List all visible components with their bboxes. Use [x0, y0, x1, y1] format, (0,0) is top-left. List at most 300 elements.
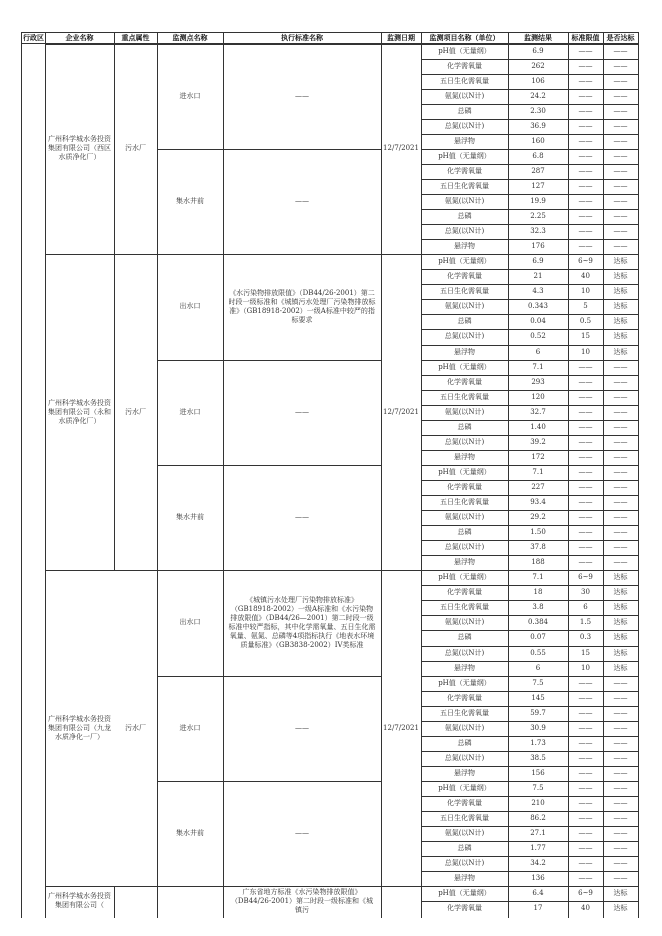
result-value: 1.77 — [530, 844, 546, 853]
limit-value: —— — [578, 768, 593, 777]
grid-line — [45, 886, 158, 887]
result-value: 36.9 — [530, 121, 546, 130]
item-name: pH值（无量纲） — [438, 783, 491, 792]
grid-line — [421, 480, 639, 481]
grid-line — [421, 360, 639, 361]
item-name: 化学需氧量 — [447, 799, 482, 808]
pass-status: —— — [613, 76, 628, 85]
item-name: pH值（无量纲） — [438, 573, 491, 582]
limit-value: —— — [578, 693, 593, 702]
result-value: 4.3 — [532, 287, 544, 296]
limit-value: 1.5 — [579, 618, 592, 627]
limit-value: —— — [578, 452, 593, 461]
monitoring-date — [381, 886, 421, 916]
pass-status: 达标 — [613, 633, 628, 642]
limit-value: —— — [578, 106, 593, 115]
pass-status: 达标 — [613, 663, 628, 672]
limit-value: —— — [578, 498, 593, 507]
limit-value: —— — [578, 738, 593, 747]
result-value: 29.2 — [530, 513, 546, 522]
grid-line — [421, 314, 639, 315]
item-name: 悬浮物 — [454, 768, 475, 777]
monitoring-point-name: 进水口 — [179, 407, 201, 416]
item-name: 化学需氧量 — [447, 166, 482, 175]
grid-line — [421, 540, 639, 541]
standard-name: —— — [295, 197, 309, 206]
item-name: 总磷 — [457, 633, 472, 642]
key-attribute — [114, 886, 157, 916]
limit-value: —— — [578, 859, 593, 868]
pass-status: —— — [613, 212, 628, 221]
grid-line — [421, 796, 639, 797]
grid-line — [421, 600, 639, 601]
grid-line — [421, 525, 639, 526]
result-value: 0.343 — [527, 302, 549, 311]
company-name: 广州科学城水务投资集团有限公司（西区水质净化厂） — [48, 135, 111, 162]
result-value: 17 — [533, 904, 543, 913]
grid-line — [421, 32, 422, 918]
item-name: 总磷 — [457, 738, 472, 747]
result-value: 106 — [531, 76, 545, 85]
item-name: 化学需氧量 — [447, 693, 482, 702]
limit-value: —— — [578, 874, 593, 883]
grid-line — [157, 360, 382, 361]
pass-status: 达标 — [613, 573, 628, 582]
grid-line — [421, 630, 639, 631]
limit-value: 6~9 — [578, 889, 593, 898]
grid-line — [421, 450, 639, 451]
header-cell: 监测项目名称（单位） — [429, 33, 500, 42]
pass-status: —— — [613, 61, 628, 70]
result-value: 6.4 — [532, 889, 544, 898]
grid-line — [421, 691, 639, 692]
result-value: 7.5 — [532, 678, 544, 687]
pass-status: 达标 — [613, 648, 628, 657]
limit-value: 6~9 — [578, 257, 593, 266]
pass-status: —— — [613, 528, 628, 537]
grid-line — [421, 390, 639, 391]
item-name: 氨氮(以N计) — [444, 407, 485, 416]
monitoring-point-name: 出水口 — [179, 302, 201, 311]
pass-status: —— — [613, 859, 628, 868]
limit-value: —— — [578, 543, 593, 552]
limit-value: —— — [578, 783, 593, 792]
pass-status: —— — [613, 498, 628, 507]
item-name: 总氮(以N计) — [444, 859, 485, 868]
result-value: 0.55 — [530, 648, 546, 657]
grid-line — [421, 119, 639, 120]
item-name: 悬浮物 — [454, 663, 475, 672]
pass-status: —— — [613, 91, 628, 100]
pass-status: —— — [613, 467, 628, 476]
grid-line — [421, 901, 639, 902]
pass-status: —— — [613, 106, 628, 115]
limit-value: —— — [578, 242, 593, 251]
item-name: 五日生化需氧量 — [440, 498, 489, 507]
item-name: 悬浮物 — [454, 242, 475, 251]
result-value: 32.7 — [530, 407, 546, 416]
limit-value: —— — [578, 558, 593, 567]
result-value: 93.4 — [530, 498, 546, 507]
item-name: 总氮(以N计) — [444, 121, 485, 130]
item-name: 总氮(以N计) — [444, 648, 485, 657]
result-value: 37.8 — [530, 543, 546, 552]
limit-value: —— — [578, 437, 593, 446]
result-value: 293 — [531, 377, 545, 386]
grid-line — [421, 661, 639, 662]
grid-line — [421, 721, 639, 722]
grid-line — [157, 254, 382, 255]
item-name: pH值（无量纲） — [438, 362, 491, 371]
item-name: 化学需氧量 — [447, 377, 482, 386]
standard-name: —— — [295, 723, 309, 732]
pass-status: —— — [613, 708, 628, 717]
grid-line — [421, 781, 639, 782]
grid-line — [381, 254, 422, 255]
grid-line — [421, 676, 639, 677]
item-name: pH值（无量纲） — [438, 151, 491, 160]
item-name: 总磷 — [457, 212, 472, 221]
result-value: 7.1 — [532, 573, 544, 582]
pass-status: —— — [613, 392, 628, 401]
grid-line — [114, 886, 115, 918]
pass-status: —— — [613, 753, 628, 762]
grid-line — [157, 465, 382, 466]
header-cell: 重点属性 — [121, 33, 150, 42]
result-value: 160 — [531, 136, 545, 145]
limit-value: —— — [578, 61, 593, 70]
result-value: 7.5 — [532, 783, 544, 792]
item-name: 总氮(以N计) — [444, 753, 485, 762]
grid-line — [421, 856, 639, 857]
pass-status: —— — [613, 814, 628, 823]
pass-status: 达标 — [613, 889, 628, 898]
limit-value: —— — [578, 467, 593, 476]
header-cell: 企业名称 — [65, 33, 94, 42]
grid-line — [421, 89, 639, 90]
item-name: 五日生化需氧量 — [440, 76, 489, 85]
grid-line — [45, 570, 158, 571]
limit-value: —— — [578, 753, 593, 762]
pass-status: —— — [613, 242, 628, 251]
pass-status: —— — [613, 422, 628, 431]
limit-value: —— — [578, 121, 593, 130]
grid-line — [421, 615, 639, 616]
pass-status: —— — [613, 136, 628, 145]
pass-status: —— — [613, 407, 628, 416]
grid-line — [421, 224, 639, 225]
result-value: 34.2 — [530, 859, 546, 868]
grid-line — [421, 871, 639, 872]
header-cell: 标准限值 — [571, 33, 600, 42]
grid-line — [223, 32, 224, 918]
item-name: 总磷 — [457, 106, 472, 115]
grid-line — [421, 104, 639, 105]
grid-line — [421, 405, 639, 406]
item-name: 悬浮物 — [454, 136, 475, 145]
header-cell: 是否达标 — [606, 33, 635, 42]
grid-line — [421, 826, 639, 827]
result-value: 3.8 — [532, 603, 544, 612]
grid-line — [421, 59, 639, 60]
standard-name: 《城镇污水处理厂污染物排放标准》（GB18918-2002）一级A标准和《水污染物排放限值》（DB44/26—2001）第二时段一级标准中较严指标，其中化学需氧量、五日生化需氧量、氨氮、总磷等4项指标执行《地表水环境质量标准》（GB3838-2002）IV类标准 — [228, 595, 376, 649]
grid-line — [21, 32, 22, 918]
item-name: 总磷 — [457, 528, 472, 537]
grid-line — [421, 269, 639, 270]
result-value: 18 — [533, 588, 543, 597]
limit-value: 40 — [581, 904, 590, 913]
monitoring-point-name: 集水井前 — [176, 197, 204, 206]
pass-status: —— — [613, 377, 628, 386]
item-name: 总氮(以N计) — [444, 227, 485, 236]
result-value: 0.04 — [530, 317, 546, 326]
result-value: 1.40 — [530, 422, 546, 431]
pass-status: —— — [613, 783, 628, 792]
company-name: 广州科学城水务投资集团有限公司（ — [48, 892, 111, 910]
key-attribute: 污水厂 — [125, 144, 146, 153]
limit-value: 15 — [581, 332, 590, 341]
limit-value: —— — [578, 227, 593, 236]
pass-status: —— — [613, 558, 628, 567]
item-name: pH值（无量纲） — [438, 889, 491, 898]
header-cell: 行政区 — [23, 33, 44, 42]
grid-line — [381, 570, 422, 571]
pass-status: 达标 — [613, 904, 628, 913]
result-value: 6.8 — [532, 151, 544, 160]
header-cell: 监测点名称 — [172, 33, 208, 42]
grid-line — [157, 149, 382, 150]
monitoring-date: 12/7/2021 — [383, 144, 419, 153]
result-value: 19.9 — [530, 197, 546, 206]
item-name: 总氮(以N计) — [444, 437, 485, 446]
grid-line — [157, 44, 382, 45]
result-value: 136 — [531, 874, 545, 883]
monitoring-point-name: 集水井前 — [176, 829, 204, 838]
header-cell: 执行标准名称 — [281, 33, 323, 42]
pass-status: —— — [613, 437, 628, 446]
result-value: 7.1 — [532, 362, 544, 371]
limit-value: —— — [578, 708, 593, 717]
pass-status: 达标 — [613, 257, 628, 266]
standard-name: —— — [295, 513, 309, 522]
pass-status: —— — [613, 227, 628, 236]
grid-line — [421, 706, 639, 707]
item-name: 五日生化需氧量 — [440, 603, 489, 612]
pass-status: 达标 — [613, 603, 628, 612]
item-name: 悬浮物 — [454, 347, 475, 356]
key-attribute: 污水厂 — [125, 723, 146, 732]
item-name: 氨氮(以N计) — [444, 197, 485, 206]
grid-line — [157, 886, 382, 887]
item-name: 悬浮物 — [454, 452, 475, 461]
monitoring-point-name: 进水口 — [179, 91, 201, 100]
limit-value: 10 — [581, 663, 590, 672]
limit-value: —— — [578, 166, 593, 175]
grid-line — [421, 570, 639, 571]
company-name: 广州科学城水务投资集团有限公司（九龙水质净化一厂） — [48, 714, 111, 741]
result-value: 2.25 — [530, 212, 546, 221]
pass-status: 达标 — [613, 332, 628, 341]
grid-line — [157, 676, 382, 677]
pass-status: —— — [613, 693, 628, 702]
grid-line — [381, 44, 422, 45]
result-value: 6.9 — [532, 46, 544, 55]
monitoring-point-name: 进水口 — [179, 723, 201, 732]
result-value: 6 — [535, 663, 541, 672]
limit-value: —— — [578, 513, 593, 522]
standard-name: —— — [295, 829, 309, 838]
item-name: 氨氮(以N计) — [444, 513, 485, 522]
pass-status: —— — [613, 362, 628, 371]
monitoring-point-name: 集水井前 — [176, 513, 204, 522]
grid-line — [421, 179, 639, 180]
limit-value: —— — [578, 46, 593, 55]
grid-line — [421, 465, 639, 466]
standard-name: 《水污染物排放限值》（DB44/26-2001）第二时段一级标准和《城镇污水处理厂污染物排放标准》（GB18918-2002）一级A标准中较严的指标要求 — [228, 288, 376, 324]
result-value: 7.1 — [532, 467, 544, 476]
grid-line — [421, 886, 639, 887]
pass-status: —— — [613, 151, 628, 160]
pass-status: —— — [613, 46, 628, 55]
limit-value: —— — [578, 136, 593, 145]
limit-value: —— — [578, 844, 593, 853]
grid-line — [421, 284, 639, 285]
grid-line — [157, 32, 158, 918]
item-name: 五日生化需氧量 — [440, 287, 489, 296]
item-name: 化学需氧量 — [447, 588, 482, 597]
pass-status: —— — [613, 543, 628, 552]
result-value: 145 — [531, 693, 545, 702]
grid-line — [421, 841, 639, 842]
company-name: 广州科学城水务投资集团有限公司（永和水质净化厂） — [48, 398, 111, 425]
grid-line — [421, 209, 639, 210]
limit-value: —— — [578, 407, 593, 416]
pass-status: —— — [613, 166, 628, 175]
item-name: 悬浮物 — [454, 558, 475, 567]
grid-line — [421, 766, 639, 767]
item-name: 化学需氧量 — [447, 272, 482, 281]
pass-status: —— — [613, 181, 628, 190]
limit-value: —— — [578, 482, 593, 491]
grid-line — [421, 646, 639, 647]
limit-value: 15 — [581, 648, 590, 657]
result-value: 287 — [531, 166, 545, 175]
item-name: 氨氮(以N计) — [444, 91, 485, 100]
monitoring-date: 12/7/2021 — [383, 407, 419, 416]
limit-value: —— — [578, 528, 593, 537]
limit-value: 0.5 — [579, 317, 592, 326]
item-name: 五日生化需氧量 — [440, 181, 489, 190]
grid-line — [603, 32, 604, 918]
result-value: 156 — [531, 768, 545, 777]
limit-value: —— — [578, 76, 593, 85]
standard-name: —— — [295, 407, 309, 416]
grid-line — [421, 435, 639, 436]
pass-status: 达标 — [613, 272, 628, 281]
grid-line — [157, 570, 382, 571]
limit-value: —— — [578, 799, 593, 808]
item-name: 总磷 — [457, 317, 472, 326]
grid-line — [421, 495, 639, 496]
result-value: 1.50 — [530, 528, 546, 537]
limit-value: —— — [578, 392, 593, 401]
limit-value: —— — [578, 151, 593, 160]
pass-status: —— — [613, 768, 628, 777]
grid-line — [421, 44, 639, 45]
pass-status: —— — [613, 738, 628, 747]
grid-line — [421, 510, 639, 511]
result-value: 2.30 — [530, 106, 546, 115]
item-name: 氨氮(以N计) — [444, 829, 485, 838]
header-cell: 监测结果 — [524, 33, 552, 42]
result-value: 32.3 — [530, 227, 546, 236]
grid-line — [421, 736, 639, 737]
item-name: 总氮(以N计) — [444, 543, 485, 552]
item-name: pH值（无量纲） — [438, 678, 491, 687]
item-name: 五日生化需氧量 — [440, 814, 489, 823]
pass-status: —— — [613, 513, 628, 522]
limit-value: —— — [578, 377, 593, 386]
grid-line — [508, 32, 509, 918]
result-value: 30.9 — [530, 723, 546, 732]
limit-value: —— — [578, 212, 593, 221]
grid-line — [638, 32, 639, 918]
limit-value: —— — [578, 829, 593, 838]
result-value: 172 — [531, 452, 545, 461]
result-value: 120 — [531, 392, 545, 401]
pass-status: —— — [613, 678, 628, 687]
limit-value: —— — [578, 814, 593, 823]
grid-line — [421, 420, 639, 421]
result-value: 127 — [531, 181, 545, 190]
grid-line — [421, 299, 639, 300]
grid-line — [381, 886, 422, 887]
grid-line — [421, 751, 639, 752]
standard-name: —— — [295, 91, 309, 100]
result-value: 27.1 — [530, 829, 546, 838]
grid-line — [568, 32, 569, 918]
item-name: pH值（无量纲） — [438, 46, 491, 55]
pass-status: —— — [613, 844, 628, 853]
result-value: 1.73 — [530, 738, 546, 747]
header-cell: 监测日期 — [387, 33, 415, 42]
result-value: 6 — [535, 347, 541, 356]
item-name: pH值（无量纲） — [438, 257, 491, 266]
grid-line — [421, 811, 639, 812]
item-name: 总氮(以N计) — [444, 332, 485, 341]
pass-status: 达标 — [613, 287, 628, 296]
result-value: 0.384 — [527, 618, 549, 627]
monitoring-point-name: 出水口 — [179, 618, 201, 627]
grid-line — [421, 194, 639, 195]
item-name: 氨氮(以N计) — [444, 302, 485, 311]
result-value: 227 — [531, 482, 545, 491]
pass-status: 达标 — [613, 618, 628, 627]
item-name: 悬浮物 — [454, 874, 475, 883]
pass-status: —— — [613, 452, 628, 461]
grid-line — [421, 555, 639, 556]
grid-line — [45, 254, 158, 255]
item-name: 五日生化需氧量 — [440, 708, 489, 717]
result-value: 262 — [531, 61, 545, 70]
grid-line — [114, 32, 115, 570]
standard-name: 广东省地方标准《水污染物排放限值》（DB44/26-2001）第二时段一级标准和《城镇污 — [230, 887, 374, 914]
pass-status: —— — [613, 874, 628, 883]
grid-line — [45, 32, 46, 918]
pass-status: —— — [613, 829, 628, 838]
result-value: 38.5 — [530, 753, 546, 762]
result-value: 0.52 — [530, 332, 546, 341]
